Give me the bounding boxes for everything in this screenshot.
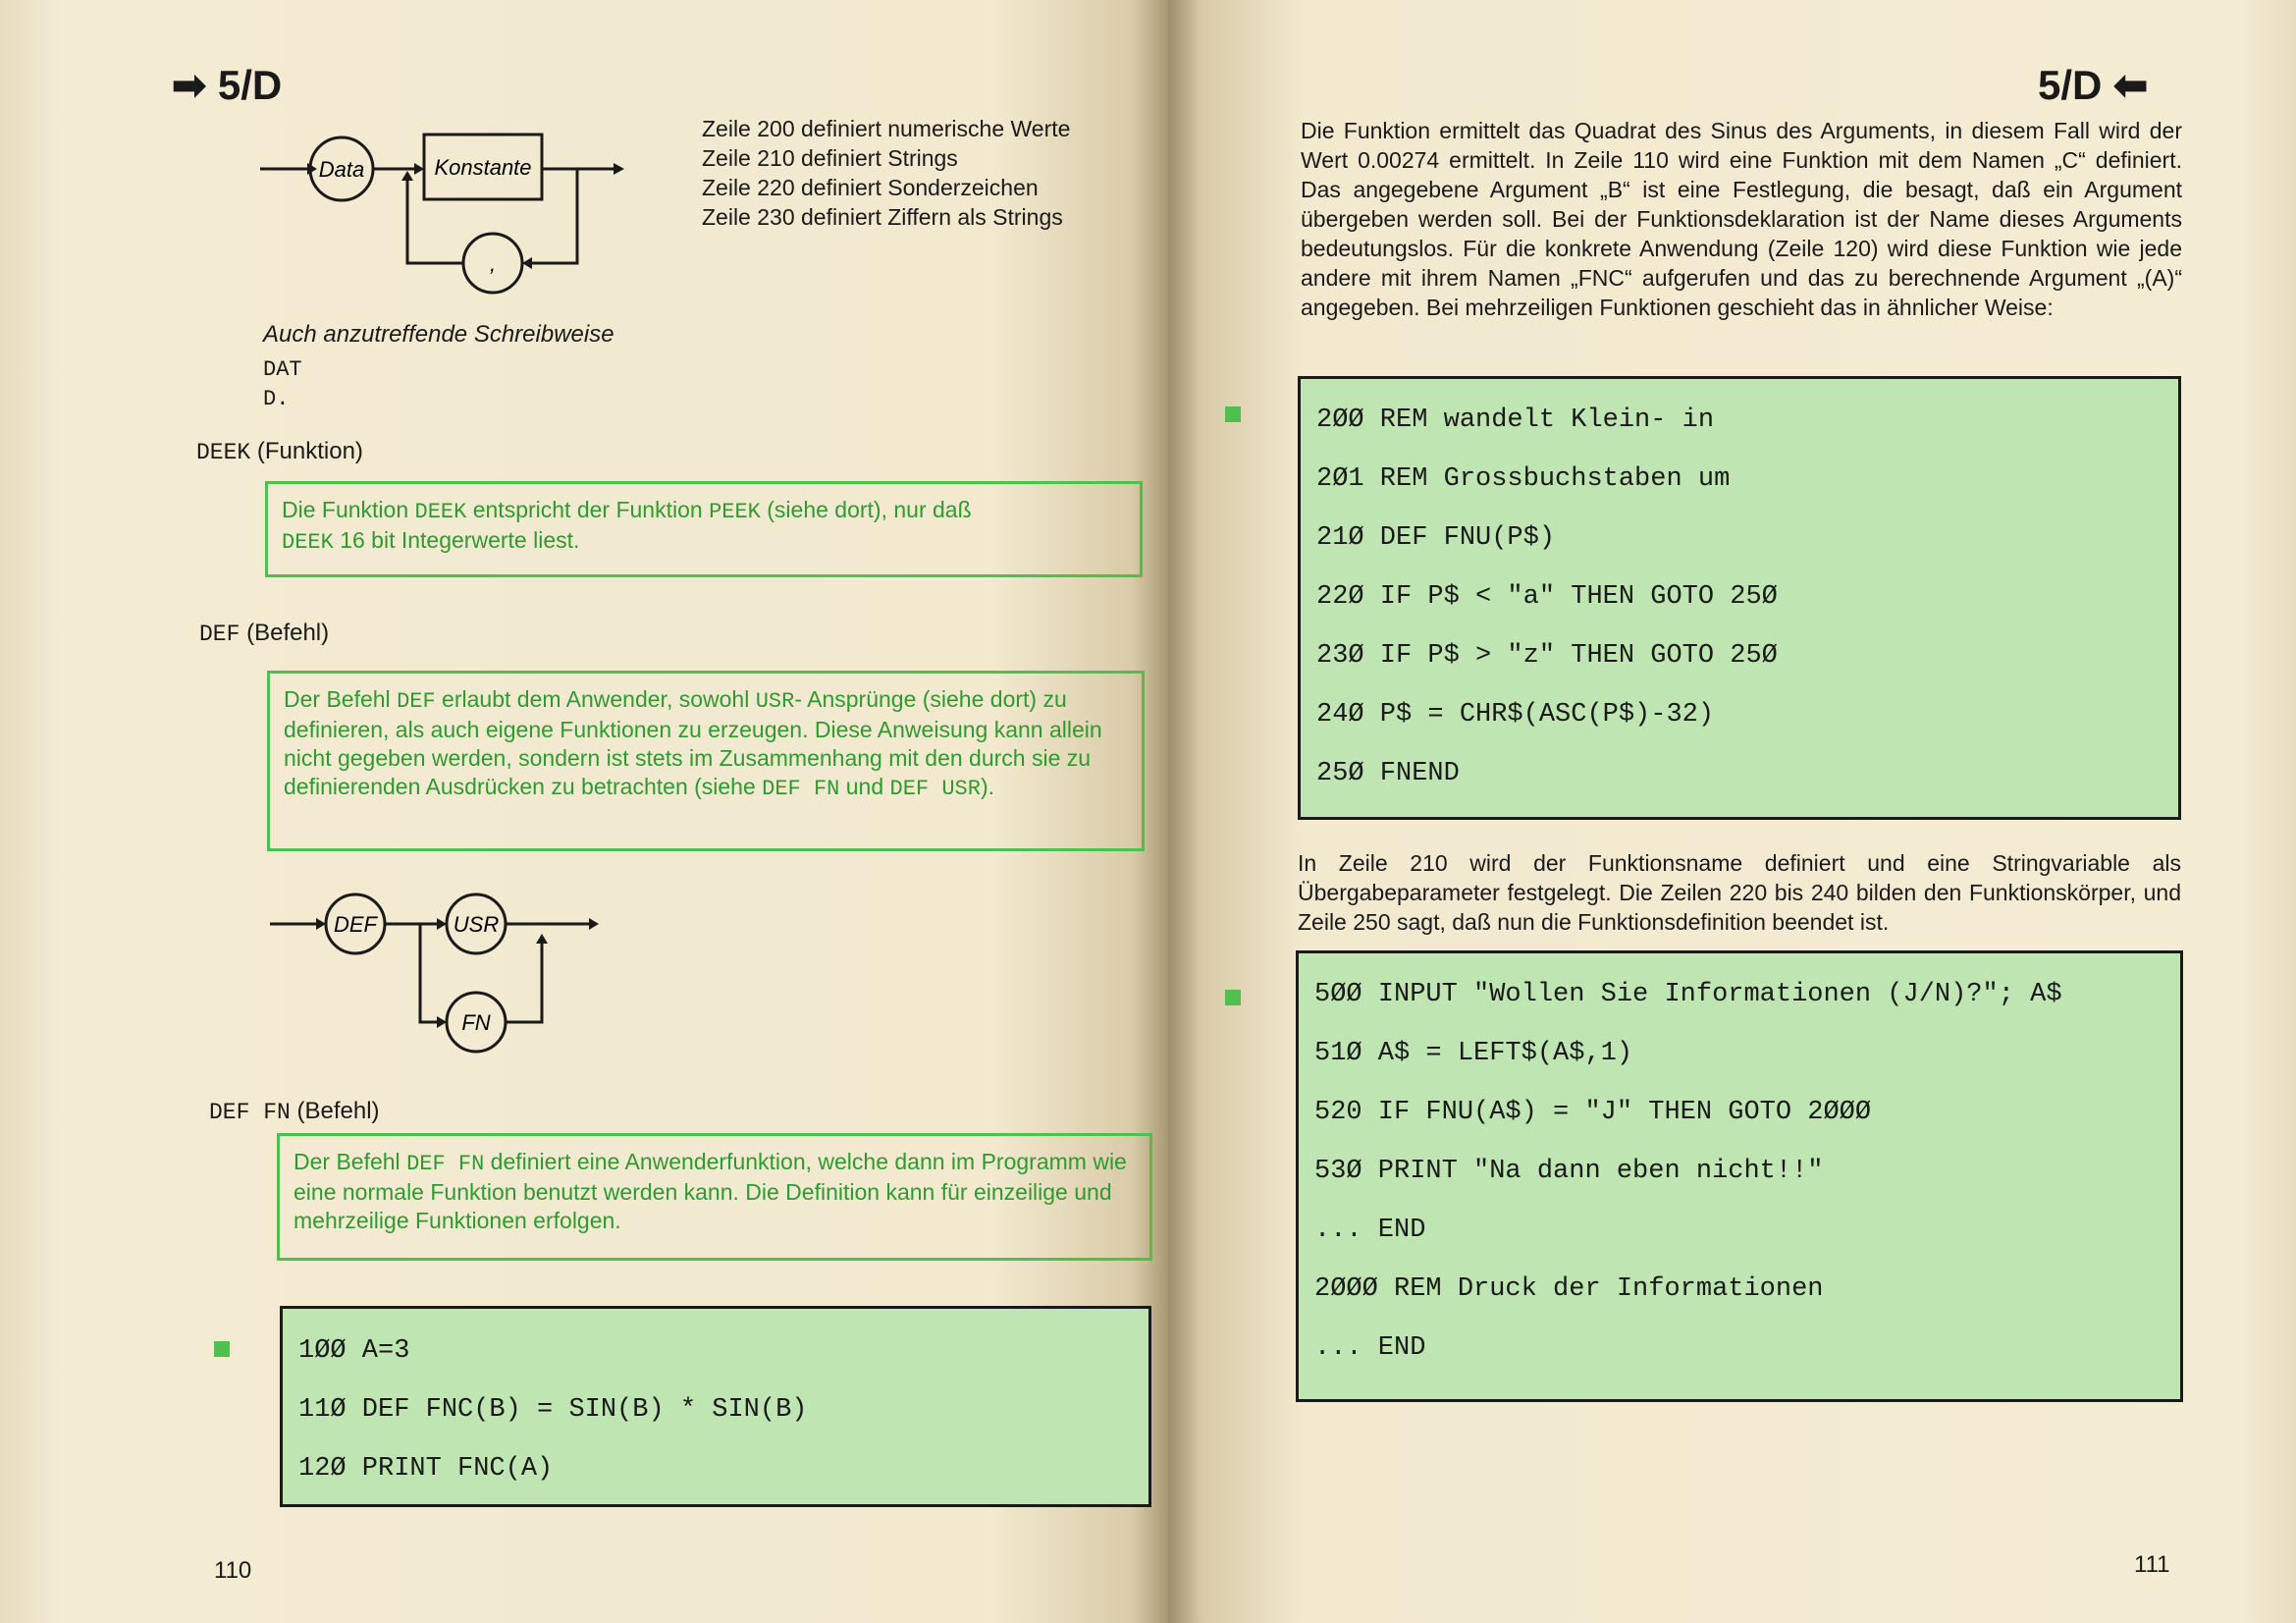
deffn-heading <box>209 1098 380 1125</box>
code-line: 520 IF FNU(A$) = "J" THEN GOTO 2ØØØ <box>1314 1098 1872 1127</box>
deek-kind: (Funktion) <box>256 438 363 464</box>
code-line: ... END <box>1314 1216 1426 1245</box>
code-line: 21Ø DEF FNU(P$) <box>1316 523 1556 553</box>
green-marker <box>214 1341 230 1357</box>
alt-form: DAT <box>263 357 302 382</box>
code-line: 1ØØ A=3 <box>298 1336 410 1366</box>
middle-paragraph: In Zeile 210 wird der Funktionsname definiert und eine Stringvariable als Übergabeparameter festgelegt. Die Zeilen 220 bis 240 bilden den Funktionskörper, und Zeile 250 sagt, daß nun die Funktionsdefinition beendet ist. <box>1298 850 2181 935</box>
code-line: 11Ø DEF FNC(B) = SIN(B) * SIN(B) <box>298 1395 808 1425</box>
def-syntax-diagram <box>265 879 609 1065</box>
code-line: 2ØØ REM wandelt Klein- in <box>1316 406 1715 435</box>
zeile-line: Zeile 200 definiert numerische Werte <box>702 116 1071 141</box>
code-line: 5ØØ INPUT "Wollen Sie Informationen (J/N)?"; A$ <box>1314 980 2062 1009</box>
code-listing-2 <box>1298 376 2181 820</box>
deffn-keyword: DEF FN <box>209 1100 291 1125</box>
right-page-header: 5/D ⬅ <box>2038 62 2149 108</box>
def-kind: (Befehl) <box>246 620 330 646</box>
code-line: 22Ø IF P$ < "a" THEN GOTO 25Ø <box>1316 582 1778 612</box>
deek-description-box <box>265 481 1143 577</box>
code-line: 12Ø PRINT FNC(A) <box>298 1454 554 1484</box>
zeile-line: Zeile 210 definiert Strings <box>702 145 958 171</box>
deffn-description: Der Befehl DEF FN definiert eine Anwenderfunktion, welche dann im Programm wie eine normale Funktion benutzt werden kann. Die Definition kann für einzeilige und mehrzeilige Funktionen erfolgen. <box>294 1149 1127 1233</box>
code-listing-3 <box>1296 950 2183 1402</box>
def-heading <box>199 620 329 647</box>
page-number-right: 111 <box>2134 1551 2170 1578</box>
alt-spelling-caption: Auch anzutreffende Schreibweise <box>263 321 614 348</box>
comma-node-label: , <box>489 251 497 276</box>
code-listing-1 <box>280 1306 1151 1507</box>
code-line: 25Ø FNEND <box>1316 759 1460 788</box>
code-line: ... END <box>1314 1333 1426 1363</box>
def-node-label: DEF <box>334 912 377 937</box>
alt-spelling-list <box>263 355 302 414</box>
fn-node-label: FN <box>461 1010 491 1035</box>
zeile-list <box>702 114 1070 232</box>
def-description-box <box>267 671 1145 851</box>
right-page <box>1168 0 2296 1623</box>
code-line: 53Ø PRINT "Na dann eben nicht!!" <box>1314 1157 1824 1186</box>
konstante-node-label: Konstante <box>434 155 532 180</box>
data-node-label: Data <box>318 157 365 182</box>
page-number-left: 110 <box>214 1557 252 1584</box>
usr-node-label: USR <box>453 912 500 937</box>
deek-heading <box>196 438 363 465</box>
def-description: Der Befehl DEF erlaubt dem Anwender, sowohl USR- Ansprünge (siehe dort) zu definieren, als auch eigene Funktionen zu erzeugen. Diese Anweisung kann allein nicht gegeben werden, sondern ist stets im Zusammenhang mit den durch sie zu definierenden Ausdrücken zu betrachten (siehe DEF FN und DEF USR). <box>284 686 1102 801</box>
deffn-kind: (Befehl) <box>296 1098 380 1124</box>
code-line: 24Ø P$ = CHR$(ASC(P$)-32) <box>1316 700 1715 730</box>
alt-form: D. <box>263 387 290 411</box>
def-keyword: DEF <box>199 622 240 647</box>
zeile-line: Zeile 220 definiert Sonderzeichen <box>702 175 1039 200</box>
deffn-description-box <box>277 1133 1152 1261</box>
intro-paragraph: Die Funktion ermittelt das Quadrat des Sinus des Arguments, in diesem Fall wird der Wert 0.00274 ermittelt. In Zeile 110 wird eine Funktion mit dem Namen „C“ definiert. Das angegebene Argument „B“ ist eine Festlegung, die besagt, daß ein Argument übergeben werden soll. Bei der Funktionsdeklaration ist der Name dieses Arguments bedeutungslos. Für die konkrete Anwendung (Zeile 120) wird diese Funktion wie jede andere mit ihrem Namen „FNC“ aufgerufen und das zu berechnende Argument „(A)“ angegeben. Bei mehrzeiligen Funktionen geschieht das in ähnlicher Weise: <box>1301 118 2182 320</box>
code-line: 2ØØØ REM Druck der Informationen <box>1314 1274 1824 1304</box>
left-page-header: ➡ 5/D <box>172 62 283 108</box>
code-line: 51Ø A$ = LEFT$(A$,1) <box>1314 1039 1633 1068</box>
green-marker <box>1225 406 1241 422</box>
green-marker <box>1225 990 1241 1005</box>
deek-keyword: DEEK <box>196 440 251 465</box>
deek-description: Die Funktion DEEK entspricht der Funktion PEEK (siehe dort), nur daß DEEK 16 bit Integerwerte liest. <box>282 497 972 555</box>
data-syntax-diagram <box>255 118 638 304</box>
zeile-line: Zeile 230 definiert Ziffern als Strings <box>702 204 1063 230</box>
code-line: 2Ø1 REM Grossbuchstaben um <box>1316 464 1731 494</box>
code-line: 23Ø IF P$ > "z" THEN GOTO 25Ø <box>1316 641 1778 671</box>
